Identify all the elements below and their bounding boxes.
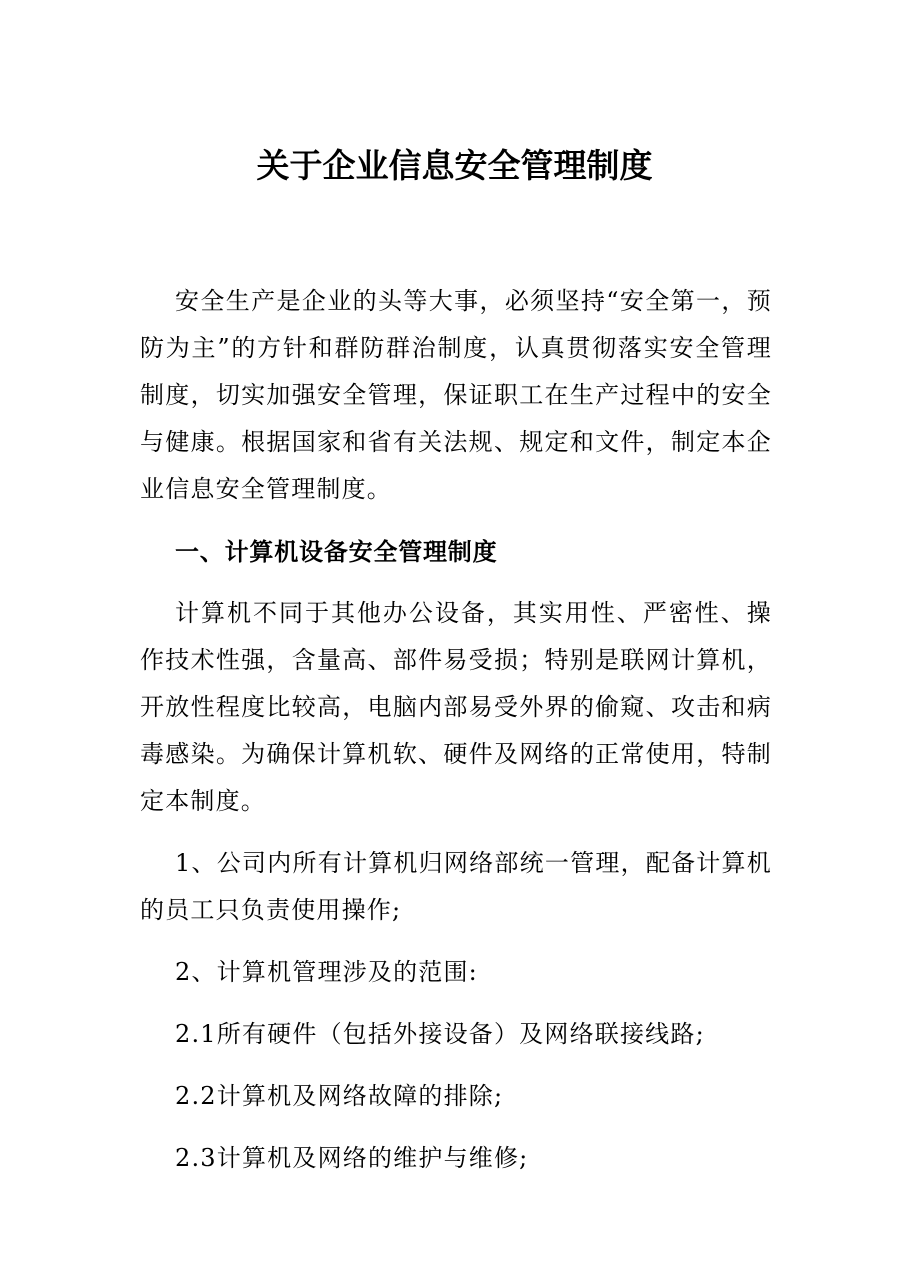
section-paragraph: 计算机不同于其他办公设备，其实用性、严密性、操作技术性强，含量高、部件易受损；特别是联网计算机，开放性程度比较高，电脑内部易受外界的偷窥、攻击和病毒感染。为确保计算机软、硬件及网络的正常使用，特制定本制度。 (140, 599, 772, 815)
list-item: 1、公司内所有计算机归网络部统一管理，配备计算机的员工只负责使用操作; (140, 849, 772, 924)
section-heading: 一、计算机设备安全管理制度 (175, 537, 498, 566)
list-item: 2.2计算机及网络故障的排除; (175, 1082, 504, 1110)
document-title: 关于企业信息安全管理制度 (256, 146, 653, 185)
list-item: 2、计算机管理涉及的范围: (175, 958, 478, 986)
document-body (140, 278, 772, 1197)
list-item: 2.3计算机及网络的维护与维修; (175, 1144, 529, 1172)
intro-paragraph: 安全生产是企业的头等大事，必须坚持“安全第一，预防为主”的方针和群防群治制度，认真贯彻落实安全管理制度，切实加强安全管理，保证职工在生产过程中的安全与健康。根据国家和省有关法规、规定和文件，制定本企业信息安全管理制度。 (140, 287, 772, 503)
list-item: 2.1所有硬件（包括外接设备）及网络联接线路; (175, 1020, 705, 1048)
